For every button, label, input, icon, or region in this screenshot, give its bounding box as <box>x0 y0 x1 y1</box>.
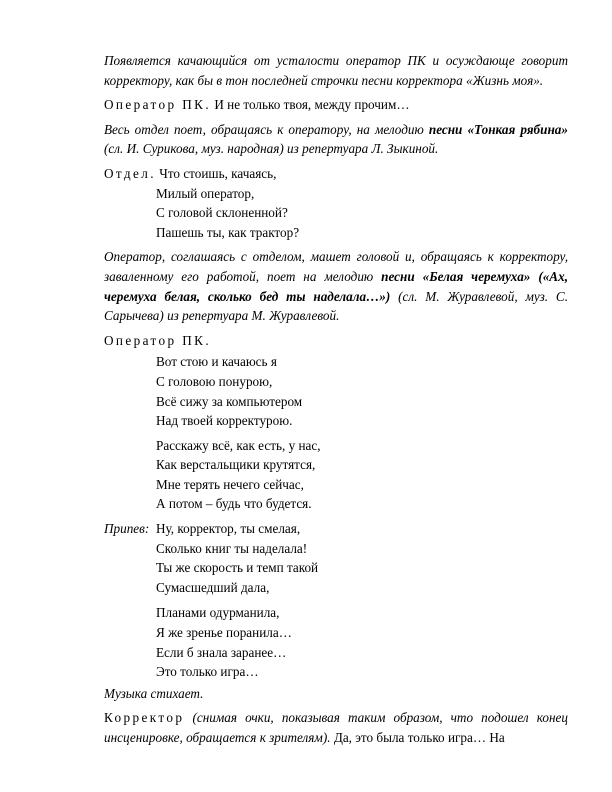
direction-text: (сл. И. Сурикова, муз. народная) из репертуара Л. Зыкиной. <box>104 141 439 157</box>
direction-text: (снимая очки, показывая таким образом, что подошел конец инсценировке, обращается к зрителям). <box>104 710 568 745</box>
song-title: песни «Белая черемуха» («Ах, черемуха белая, сколько бед ты наделала…») <box>104 268 568 304</box>
speaker-otdel: Отдел. <box>104 165 156 181</box>
verse-line: Что стоишь, качаясь, <box>159 165 277 181</box>
verse-line: Сумасшедший дала, <box>156 579 270 595</box>
chorus <box>104 519 568 682</box>
verse-line: Милый оператор, <box>156 185 255 201</box>
verse-line: Сколько книг ты наделала! <box>156 540 308 556</box>
verse-line: Вот стою и качаюсь я <box>156 354 277 370</box>
verse-line: Как верстальщики крутятся, <box>156 457 316 473</box>
verse-line: Над твоей корректурою. <box>156 413 293 429</box>
verse-line: С головой склоненной? <box>156 205 288 221</box>
direction-text: (сл. М. Журавлевой, муз. С. Сарычева) из репертуара М. Журавлевой. <box>104 288 568 324</box>
verse-line: Всё сижу за компьютером <box>156 393 303 409</box>
verse-line: С головою понурою, <box>156 373 273 389</box>
verse-1 <box>156 352 568 430</box>
direction-text: Весь отдел поет, обращаясь к оператору, на мелодию <box>104 121 429 137</box>
replica-text: Да, это была только игра… На <box>330 730 505 745</box>
chorus-label: Припев: <box>104 521 150 537</box>
replica-korrektor <box>104 708 568 747</box>
replica-otdel <box>104 164 568 242</box>
verse-otdel <box>156 184 568 243</box>
chorus-lines <box>156 519 318 682</box>
replica-operator-1 <box>104 95 568 115</box>
verse-line: Мне терять нечего сейчас, <box>156 476 304 492</box>
speaker-korrektor: Корректор <box>104 710 185 726</box>
song-title: песни «Тонкая рябина» <box>428 121 568 137</box>
replica-operator-2 <box>104 331 568 351</box>
stage-direction-music: Музыка стихает. <box>104 685 204 701</box>
verse-line: Ты же скорость и темп такой <box>156 560 319 576</box>
speaker-operator: Оператор ПК. <box>104 97 212 113</box>
direction-text: Оператор, соглашаясь с отделом, машет головой и, обращаясь к корректору, заваленному его работой, поет на мелодию <box>104 249 568 284</box>
verse-line: Это только игра… <box>156 664 259 680</box>
verse-line: Я же зренье поранила… <box>156 625 292 641</box>
stage-direction-otdel <box>104 120 568 159</box>
verse-line: А потом – будь что будется. <box>156 496 312 512</box>
verse-line: Если б знала заранее… <box>156 644 287 660</box>
verse-line: Расскажу всё, как есть, у нас, <box>156 437 321 453</box>
speaker-operator: Оператор ПК. <box>104 332 212 348</box>
stage-direction-intro: Появляется качающийся от усталости оператор ПК и осуждающе говорит корректору, как бы в тон последней строчки песни корректора «Жизнь моя». <box>104 53 568 88</box>
verse-line: Пашешь ты, как трактор? <box>156 224 300 240</box>
stage-direction-operator <box>104 247 568 325</box>
verse-2 <box>156 436 568 514</box>
verse-line: Планами одурманила, <box>156 605 280 621</box>
verse-line: Ну, корректор, ты смелая, <box>156 521 301 537</box>
replica-text: И не только твоя, между прочим… <box>214 97 410 113</box>
